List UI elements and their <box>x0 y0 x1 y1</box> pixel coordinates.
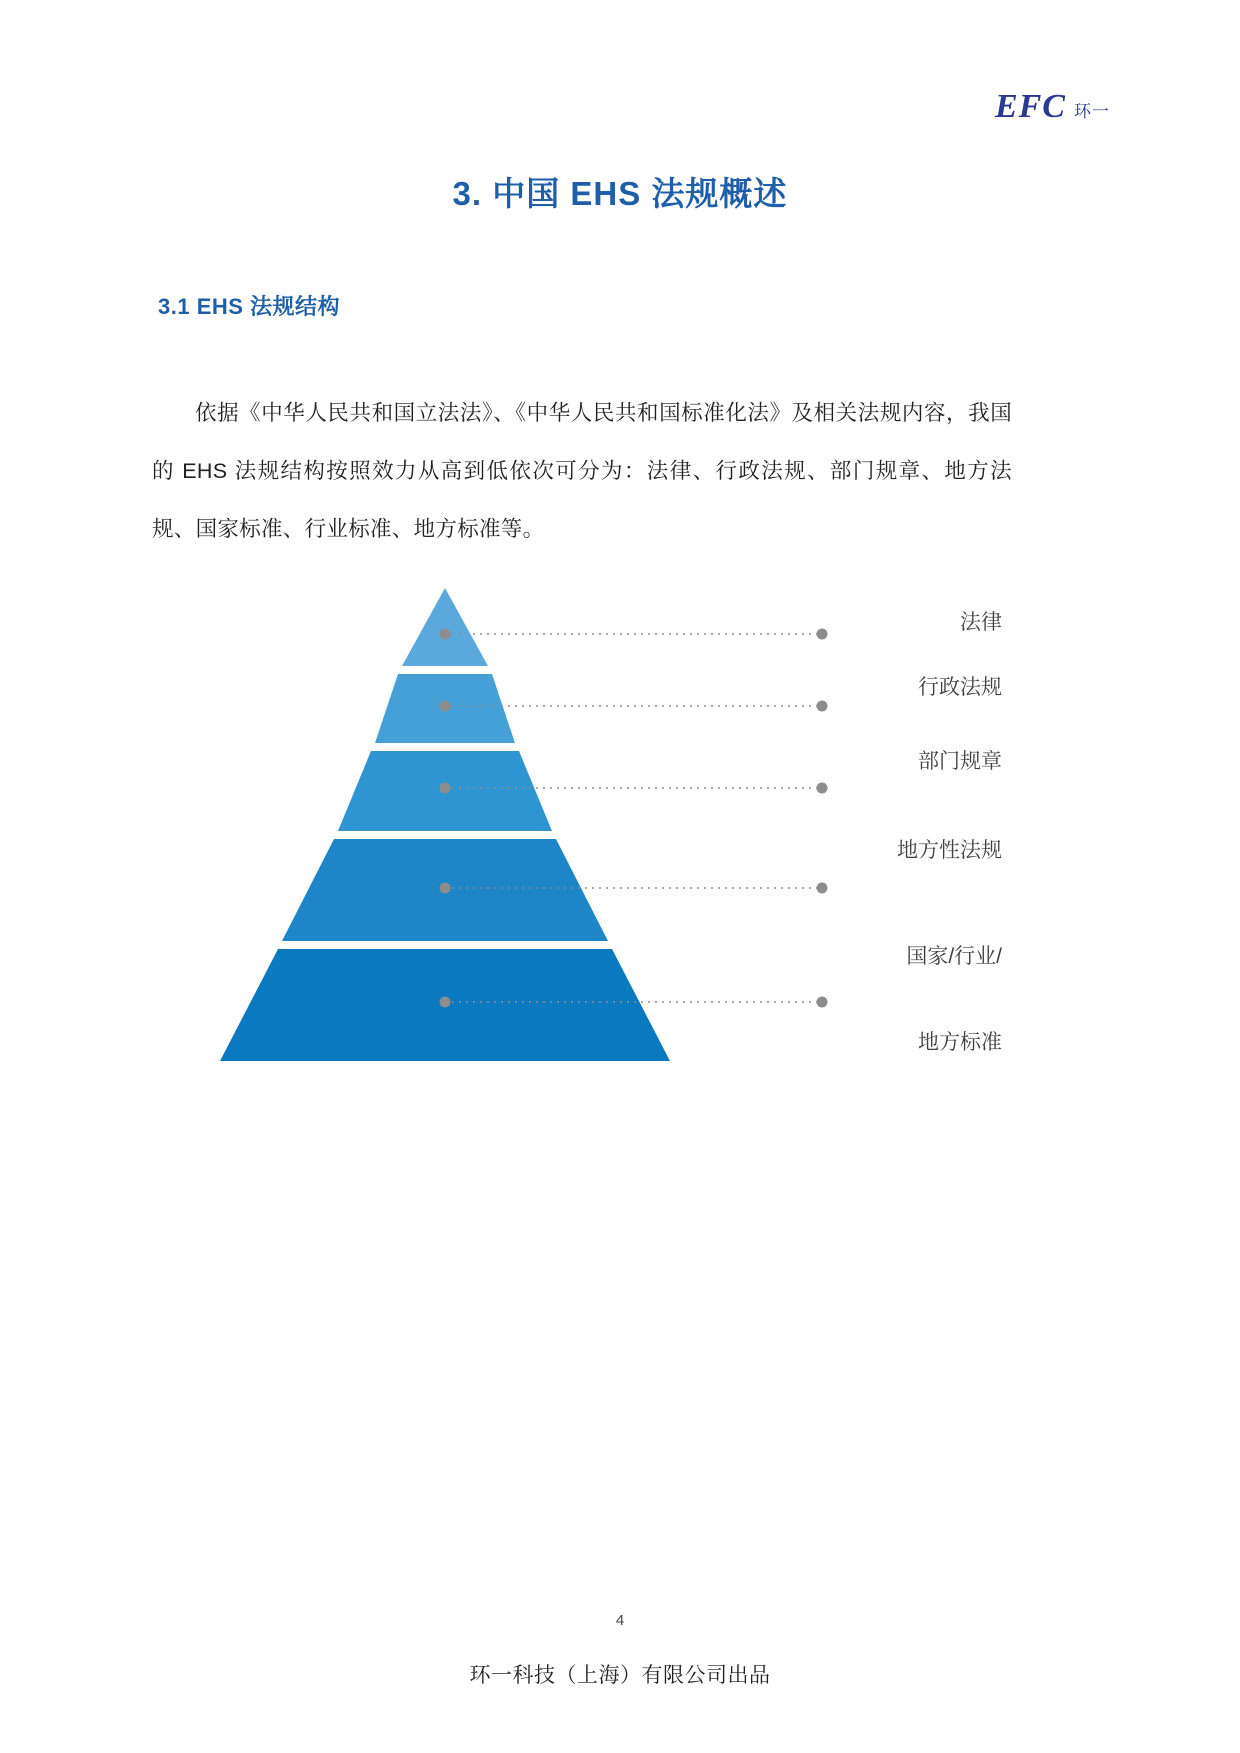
pyramid-label-2: 行政法规 <box>918 676 1002 699</box>
section-heading: 3.1 EHS 法规结构 <box>158 294 341 319</box>
pyramid-graphic <box>170 578 1070 1078</box>
brand-logo <box>995 88 1110 126</box>
pyramid-figure <box>170 578 1070 1078</box>
logo-text-primary: EFC <box>994 88 1066 125</box>
pyramid-level-1 <box>402 588 488 666</box>
body-paragraph: 依据《中华人民共和国立法法》、《中华人民共和国标准化法》及相关法规内容，我国的 EHS 法规结构按照效力从高到低依次可分为：法律、行政法规、部门规章、地方法规、国家标准、行业标准、地方标准等。 <box>152 400 1012 541</box>
pyramid-label-3: 部门规章 <box>918 750 1002 773</box>
pyramid-label-5: 国家/行业/ <box>906 945 1002 968</box>
page-number: 4 <box>615 1612 625 1629</box>
pyramid-label-4: 地方性法规 <box>897 839 1002 862</box>
footer-publisher: 环一科技（上海）有限公司出品 <box>469 1664 771 1687</box>
pyramid-label-6: 地方标准 <box>918 1031 1002 1054</box>
logo-text-secondary: 环一 <box>1074 102 1110 121</box>
page-title: 3. 中国 EHS 法规概述 <box>452 175 788 212</box>
pyramid-label-1: 法律 <box>960 611 1002 634</box>
